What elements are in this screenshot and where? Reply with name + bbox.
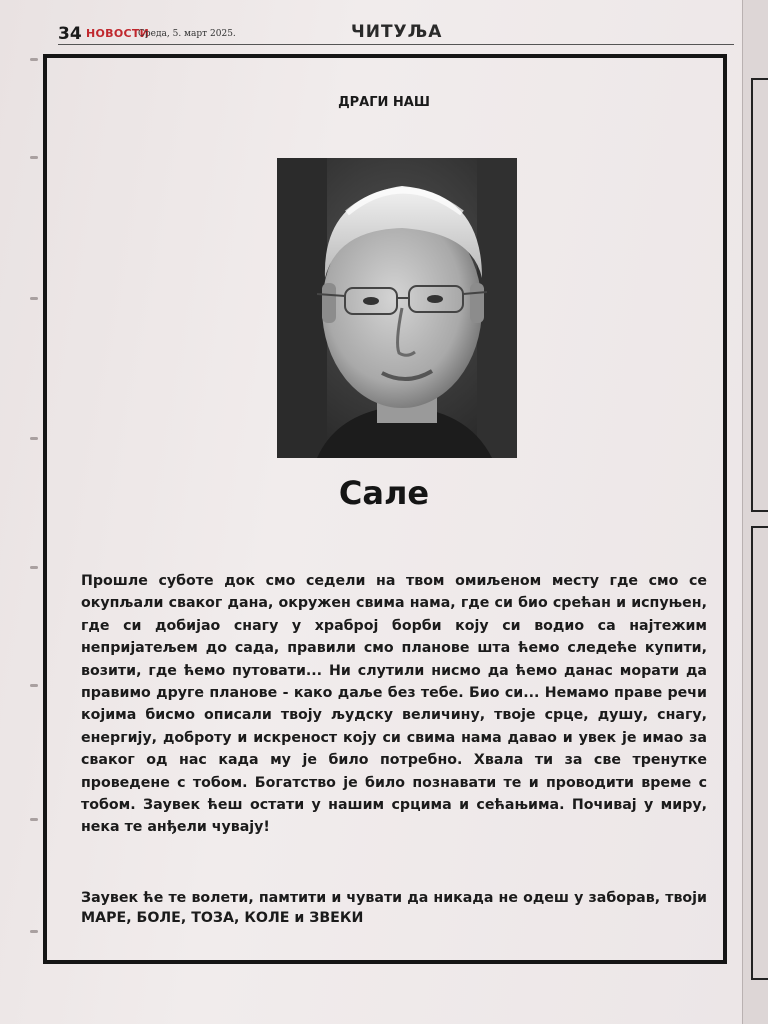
obituary-closing: Заувек ће те волети, памтити и чувати да никада не одеш у заборав, твоји МАРЕ, БОЛЕ, ТОЗА, КОЛЕ и ЗВЕКИ (81, 890, 707, 926)
obituary-body: Прошле суботе док смо седели на твом омиљеном месту где смо се окупљали сваког дана, окружен свима нама, где си био срећан и испуњен, где си добијао снагу у храброј борби коју си водио са најтежим непријатељем до сада, правили смо планове шта ћемо следеће купити, возити, где ћемо путовати... Ни слутили нисмо да ћемо данас морати да правимо друге планове - како даље без тебе. Био си... Немамо праве речи којима бисмо описали твоју људску величину, твоје срце, душу, снагу, енергију, доброту и искреност коју си свима нама давао и увек је имао за сваког од нас када му је било потребно. Хвала ти за све тренутке проведене с тобом. Богатство је било познавати те и проводити време с тобом. Заувек ћеш остати у нашим срцима и сећањима. Почивај у миру, нека те анђели чувају! (81, 573, 707, 836)
adjacent-frame-bottom (751, 526, 768, 980)
portrait-photo-icon (277, 158, 517, 458)
publication-name: НОВОСТИ (86, 27, 150, 40)
section-title: ЧИТУЉА (351, 22, 443, 42)
header-rule (58, 44, 734, 45)
issue-date: Среда, 5. март 2025. (138, 29, 236, 39)
adjacent-frame-top (751, 78, 768, 512)
obituary-salutation: ДРАГИ НАШ (338, 95, 430, 110)
page-header (58, 24, 734, 46)
adjacent-page-edge (742, 0, 768, 1024)
deceased-name: Сале (338, 474, 430, 512)
portrait-photo (277, 158, 517, 458)
page-number: 34 (58, 24, 82, 44)
